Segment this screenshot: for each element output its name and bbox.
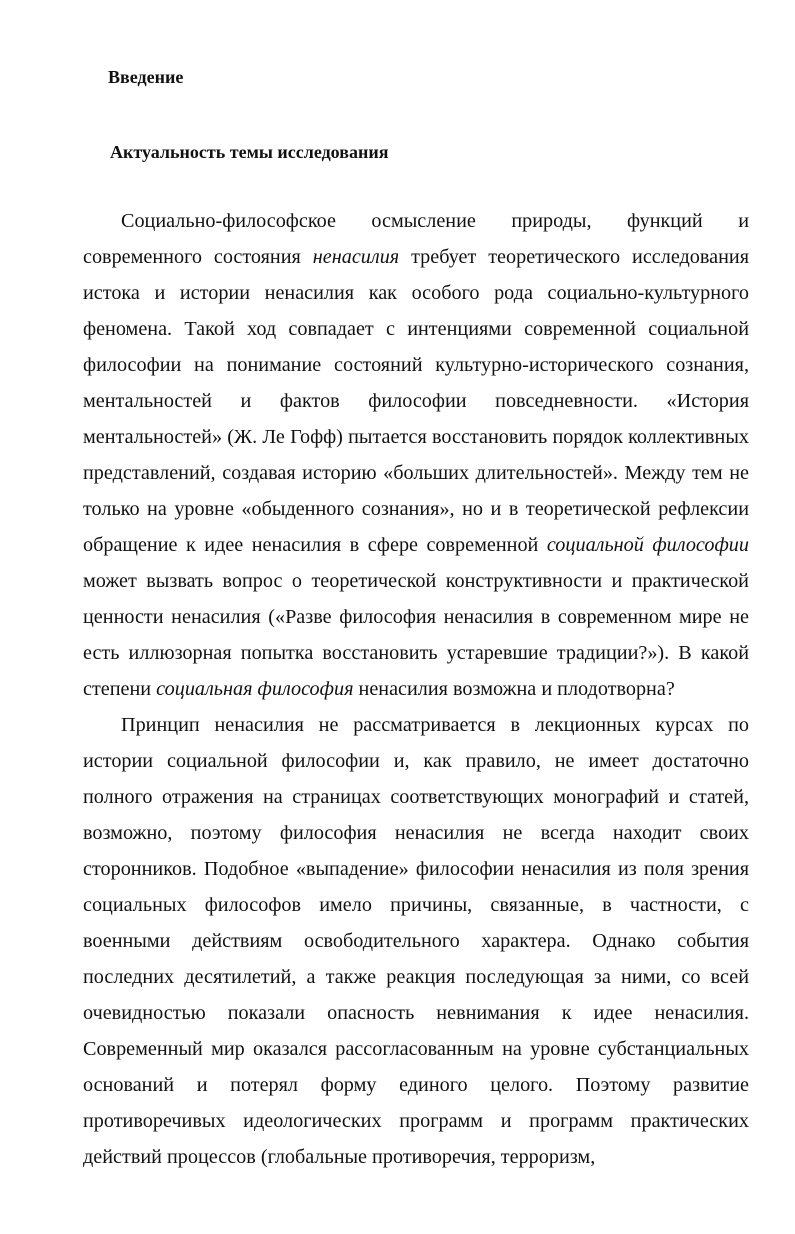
paragraph-1-italic-1: ненасилия	[312, 246, 400, 268]
paragraph-1-italic-2: социальной философии	[546, 534, 749, 556]
body-text	[83, 203, 749, 1175]
paragraph-1	[83, 203, 749, 707]
paragraph-1-part-4: ненасилия возможна и плодотворна?	[353, 678, 675, 700]
paragraph-1-part-2: требует теоретического исследования истока и истории ненасилия как особого рода социально-культурного феномена. Такой ход совпадает с интенциями современной социальной философии на понимание состояний культурно-исторического сознания, ментальностей и фактов философии повседневности. «История ментальностей» (Ж. Ле Гофф) пытается восстановить порядок коллективных представлений, создавая историю «больших длительностей». Между тем не только на уровне «обыденного сознания», но и в теоретической рефлексии обращение к идее ненасилия в сфере современной	[83, 246, 750, 556]
paragraph-2: Принцип ненасилия не рассматривается в лекционных курсах по истории социальной философии и, как правило, не имеет достаточно полного отражения на страницах соответствующих монографий и статей, возможно, поэтому философия ненасилия не всегда находит своих сторонников. Подобное «выпадение» философии ненасилия из поля зрения социальных философов имело причины, связанные, в частности, с военными действиям освободительного характера. Однако события последних десятилетий, а также реакция последующая за ними, со всей очевидностью показали опасность невнимания к идее ненасилия. Современный мир оказался рассогласованным на уровне субстанциальных оснований и потерял форму единого целого. Поэтому развитие противоречивых идеологических программ и программ практических действий процессов (глобальные противоречия, терроризм,	[83, 714, 749, 1168]
paragraph-1-italic-3: социальная философия	[156, 678, 354, 700]
paragraph-1-part-3: может вызвать вопрос о теоретической конструктивности и практической ценности ненасилия («Разве философия ненасилия в современном мире не есть иллюзорная попытка восстановить устаревшие традиции?»). В какой степени	[83, 570, 749, 700]
paragraph-1-part-1: Социально-философское осмысление природы, функций и современного состояния	[83, 210, 749, 268]
subsection-title: Актуальность темы исследования	[110, 142, 389, 162]
section-title: Введение	[108, 67, 184, 87]
